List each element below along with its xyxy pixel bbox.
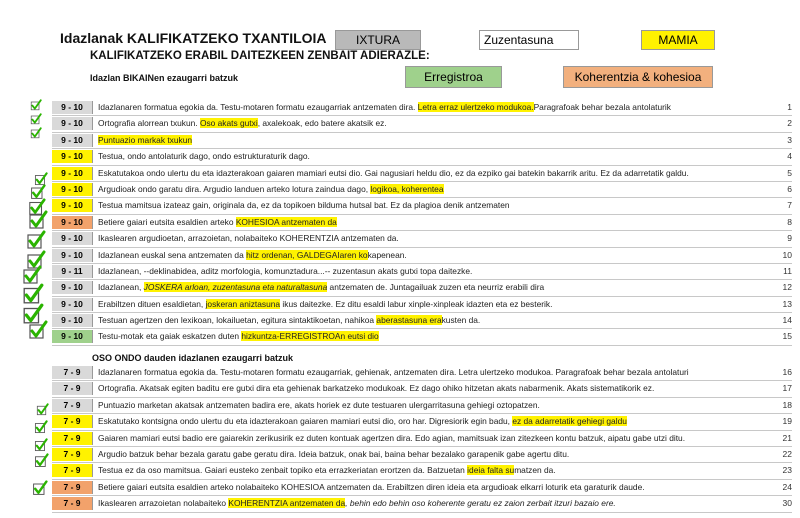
criterion-text-part: Argudio batzuk behar bezala garatu gabe geratu dira. Ideia batzuk, onak bai, baina behar bezalako garapenik gabe agertu ditu. xyxy=(98,448,570,459)
score-cell: 9 - 10 xyxy=(52,199,93,212)
criterion-text xyxy=(98,249,758,262)
score-cell: 7 - 9 xyxy=(52,481,93,494)
table-row xyxy=(52,116,792,132)
row-number: 18 xyxy=(782,399,792,410)
score-cell: 9 - 11 xyxy=(52,265,93,278)
table-row xyxy=(52,414,792,430)
highlighted-text: KOHESIOA antzematen da xyxy=(235,216,337,227)
checkbox-checked-icon xyxy=(22,283,44,305)
criterion-text-part: kapenean. xyxy=(367,249,407,260)
highlighted-text: joskeran aniztasuna xyxy=(205,298,281,309)
score-cell: 9 - 10 xyxy=(52,232,93,245)
row-number: 10 xyxy=(782,249,792,260)
criterion-text-part: ikus daitezke. Ez ditu esaldi labur xinple-xinpleak idazten eta ez besterik. xyxy=(280,298,553,309)
page-title: Idazlanak KALIFIKATZEKO TXANTILOIA xyxy=(60,30,327,46)
criterion-text xyxy=(98,497,758,510)
score-cell: 7 - 9 xyxy=(52,464,93,477)
criterion-text-part: kusten da. xyxy=(441,315,481,326)
row-number: 21 xyxy=(782,432,792,443)
highlighted-text: Letra erraz ulertzeko modukoa. xyxy=(417,102,534,112)
table-row xyxy=(52,313,792,329)
table-row xyxy=(52,166,792,182)
checkbox-checked-icon xyxy=(30,126,42,138)
table-row xyxy=(52,100,792,116)
title-row xyxy=(52,28,782,50)
criterion-text-part: Testua mamitsua izateaz gain, originala da, ez da topikoen bilduma hutsal bat. Ez da plagioa denik antzematen xyxy=(98,200,510,211)
row-number: 19 xyxy=(782,416,792,427)
row-number: 9 xyxy=(787,233,792,244)
checkbox-checked-icon xyxy=(28,210,48,230)
criterion-text xyxy=(98,464,758,477)
criterion-text xyxy=(98,117,758,130)
section1-rows xyxy=(52,100,792,346)
row-number: 8 xyxy=(787,216,792,227)
row-number: 14 xyxy=(782,315,792,326)
highlighted-text: aberastasuna era xyxy=(376,315,442,326)
highlighted-text: Oso akats gutxi xyxy=(199,118,258,129)
row-number: 3 xyxy=(787,134,792,145)
row-number: 15 xyxy=(782,331,792,342)
score-cell: 9 - 10 xyxy=(52,167,93,180)
criterion-text xyxy=(98,232,758,245)
table-row xyxy=(52,133,792,149)
criterion-text xyxy=(98,366,758,379)
criterion-text-part: matzen da. xyxy=(514,465,556,476)
row-number: 2 xyxy=(787,118,792,129)
criterion-text xyxy=(98,382,758,395)
criterion-text-part: Eskatutakoa ondo ulertu du eta idazterakoan gaiaren mamiari eutsi dio. Gai nagusiari heldu dio, ez da ezpiko gai batekin bakarrik aritu. Ez da adarretatik galdu. xyxy=(98,167,689,178)
row-number: 1 xyxy=(787,102,792,112)
row-number: 17 xyxy=(782,383,792,394)
table-row xyxy=(52,297,792,313)
criterion-text-part: Ortografia alorrean txukun. xyxy=(98,118,200,129)
score-cell: 7 - 9 xyxy=(52,448,93,461)
checkbox-checked-icon xyxy=(28,320,48,340)
koherentzia-label: Koherentzia & kohesioa xyxy=(563,66,713,88)
table-row xyxy=(52,231,792,247)
score-cell: 7 - 9 xyxy=(52,415,93,428)
highlighted-text: ideia falta su xyxy=(467,465,515,476)
criterion-text xyxy=(98,330,758,343)
criterion-text-part: Idazlanaren formatua egokia da. Testu-motaren formatu ezaugarriak antzematen dira. xyxy=(98,102,418,112)
criterion-text xyxy=(98,432,758,445)
criterion-text-part: Paragrafoak behar bezala antolaturik xyxy=(533,102,671,112)
table-row xyxy=(52,447,792,463)
checkbox-checked-icon xyxy=(22,265,42,285)
erregistroa-label: Erregistroa xyxy=(405,66,502,88)
table-row xyxy=(52,248,792,264)
checkbox-checked-icon xyxy=(34,420,48,434)
table-row xyxy=(52,264,792,280)
criterion-text-part: Gaiaren mamiari eutsi badio ere gaiarekin zerikusirik ez duten kontuak agertzen dira. Edo agian, mamitsuak izan zitezkeen kontu batzuk, aipatu gabe utzi ditu. xyxy=(98,432,686,443)
score-cell: 9 - 10 xyxy=(52,249,93,262)
table-row xyxy=(52,215,792,231)
criterion-text xyxy=(98,314,758,327)
criterion-text-part: Betiere gaiari eutsita esaldien arteko xyxy=(98,216,236,227)
criterion-text xyxy=(98,216,758,229)
criterion-text-part: Idazlanean, xyxy=(98,282,144,293)
row-number: 22 xyxy=(782,448,792,459)
checkbox-checked-icon xyxy=(34,453,49,468)
score-cell: 9 - 10 xyxy=(52,330,93,343)
highlighted-text: ez da adarretatik gehiegi galdu xyxy=(512,416,627,427)
score-cell: 9 - 10 xyxy=(52,298,93,311)
criterion-text-part: Betiere gaiari eutsita esaldien arteko nolabaiteko KOHESIOA antzematen da. Erabiltzen diren ideia eta argudioak elkarri loturik eta garaturik daude. xyxy=(98,481,645,492)
criterion-text xyxy=(98,265,758,278)
table-row xyxy=(52,329,792,345)
table-row xyxy=(52,365,792,381)
criterion-text-part: Testu-motak eta gaiak eskatzen duten xyxy=(98,331,242,342)
table-row xyxy=(52,398,792,414)
row-number: 4 xyxy=(787,151,792,162)
table-row xyxy=(52,149,792,165)
highlighted-text: hitz ordenan, GALDEGAIaren ko xyxy=(246,249,368,260)
table-row xyxy=(52,496,792,512)
score-cell: 9 - 10 xyxy=(52,150,93,163)
section2-heading: OSO ONDO dauden idazlanen ezaugarri batzuk xyxy=(92,353,294,363)
criterion-text-part: Testuan agertzen den lexikoan, lokailuetan, egitura sintaktikoetan, nahikoa xyxy=(98,315,377,326)
checkbox-checked-icon xyxy=(32,480,48,496)
checkbox-checked-icon xyxy=(34,438,48,452)
section2-rows xyxy=(52,365,792,513)
criterion-text-part: Ortografia. Akatsak egiten baditu ere gutxi dira eta gehienak barkatzeko modukoak. Ez dago ohiko hitzetan akats nabarmenik. Akats sistematikorik ez. xyxy=(98,383,655,394)
criterion-text-part: , behin edo behin oso koherente geratu ez zaion zerbait itzuri bazaio ere. xyxy=(345,498,616,509)
criterion-text-part: Erabiltzen dituen esaldietan, xyxy=(98,298,206,309)
score-cell: 9 - 10 xyxy=(52,314,93,327)
score-cell: 7 - 9 xyxy=(52,497,93,510)
highlighted-text: JOSKERA arloan, zuzentasuna eta naturaltasuna xyxy=(143,282,328,293)
zuzentasuna-label: Zuzentasuna xyxy=(479,30,579,50)
criterion-text-part: , axalekoak, edo batere akatsik ez. xyxy=(257,118,387,129)
score-cell: 9 - 10 xyxy=(52,117,93,130)
row-number: 13 xyxy=(782,298,792,309)
criterion-text-part: Testua, ondo antolaturik dago, ondo estrukturaturik dago. xyxy=(98,151,310,162)
score-cell: 7 - 9 xyxy=(52,366,93,379)
criterion-text xyxy=(98,101,758,114)
score-cell: 9 - 10 xyxy=(52,183,93,196)
table-row xyxy=(52,480,792,496)
row-number: 7 xyxy=(787,200,792,211)
table-row xyxy=(52,182,792,198)
criterion-text xyxy=(98,399,758,412)
table-row xyxy=(52,198,792,214)
score-cell: 7 - 9 xyxy=(52,432,93,445)
criterion-text-part: Ikaslearen arrazoietan nolabaiteko xyxy=(98,498,229,509)
score-cell: 9 - 10 xyxy=(52,281,93,294)
row-number: 24 xyxy=(782,481,792,492)
criterion-text-part: Idazlanaren formatua egokia da. Testu-motaren formatu ezaugarriak, gehienak, antzematen dira. Letra ulertzeko modukoa. Paragrafoak behar bezala antolaturi xyxy=(98,367,689,377)
criterion-text xyxy=(98,183,758,196)
criterion-text xyxy=(98,167,758,180)
mamia-label: MAMIA xyxy=(641,30,715,50)
criterion-text xyxy=(98,448,758,461)
criterion-text xyxy=(98,481,758,494)
table-row xyxy=(52,463,792,479)
table-row xyxy=(52,431,792,447)
row-number: 23 xyxy=(782,465,792,476)
criterion-text-part: Testua ez da oso mamitsua. Gaiari eusteko zenbait topiko eta errazkeriatan erortzen da. Batzuetan xyxy=(98,465,468,476)
criterion-text xyxy=(98,281,758,294)
row-number: 16 xyxy=(782,367,792,377)
highlighted-text: logikoa, koherentea xyxy=(370,183,444,194)
subtitle: KALIFIKATZEKO ERABIL DAITEZKEEN ZENBAIT ADIERAZLE: xyxy=(90,50,430,62)
highlighted-text: KOHERENTZIA antzematen da xyxy=(228,498,346,509)
score-cell: 9 - 10 xyxy=(52,216,93,229)
checkbox-checked-icon xyxy=(26,230,46,250)
checkbox-checked-icon xyxy=(30,98,42,110)
table-row xyxy=(52,381,792,397)
criterion-text-part: Eskatutako kontsigna ondo ulertu du eta idazterakoan gaiaren mamiari eutsi dio, oro har. Digresiorik egin badu, xyxy=(98,416,513,427)
checkbox-checked-icon xyxy=(30,112,42,124)
score-cell: 7 - 9 xyxy=(52,382,93,395)
criterion-text xyxy=(98,150,758,163)
row-number: 11 xyxy=(783,265,792,276)
highlighted-text: Puntuazio markak txukun xyxy=(98,134,193,145)
checkbox-checked-icon xyxy=(36,403,49,416)
criterion-text-part: Idazlanean euskal sena antzematen da xyxy=(98,249,247,260)
criterion-text xyxy=(98,134,758,147)
ixtura-label: IXTURA xyxy=(335,30,421,50)
row-number: 12 xyxy=(782,282,792,293)
score-cell: 9 - 10 xyxy=(52,101,93,114)
highlighted-text: hizkuntza-ERREGISTROAn eutsi dio xyxy=(241,331,379,342)
row-number: 5 xyxy=(787,167,792,178)
criterion-text xyxy=(98,199,758,212)
criterion-text xyxy=(98,415,758,428)
criterion-text-part: Puntuazio marketan akatsak antzematen badira ere, akats horiek ez dute testuaren ulergarritasuna gehiegi oztopatzen. xyxy=(98,399,540,410)
criterion-text-part: antzematen de. Juntagailuak zuzen eta neurriz erabili dira xyxy=(327,282,545,293)
criterion-text-part: Argudioak ondo garatu dira. Argudio landuen arteko lotura zaindua dago, xyxy=(98,183,371,194)
row-number: 6 xyxy=(787,183,792,194)
criterion-text-part: Idazlanean, --deklinabidea, aditz morfologia, komunztadura...-- zuzentasun akats gutxi topa daitezke. xyxy=(98,265,473,276)
table-row xyxy=(52,280,792,296)
criterion-text-part: Ikaslearen argudioetan, arrazoietan, nolabaiteko KOHERENTZIA antzematen da. xyxy=(98,233,399,244)
section1-heading: Idazlan BIKAINen ezaugarri batzuk xyxy=(90,73,239,83)
row-number: 30 xyxy=(782,498,792,509)
criterion-text xyxy=(98,298,758,311)
score-cell: 9 - 10 xyxy=(52,134,93,147)
score-cell: 7 - 9 xyxy=(52,399,93,412)
